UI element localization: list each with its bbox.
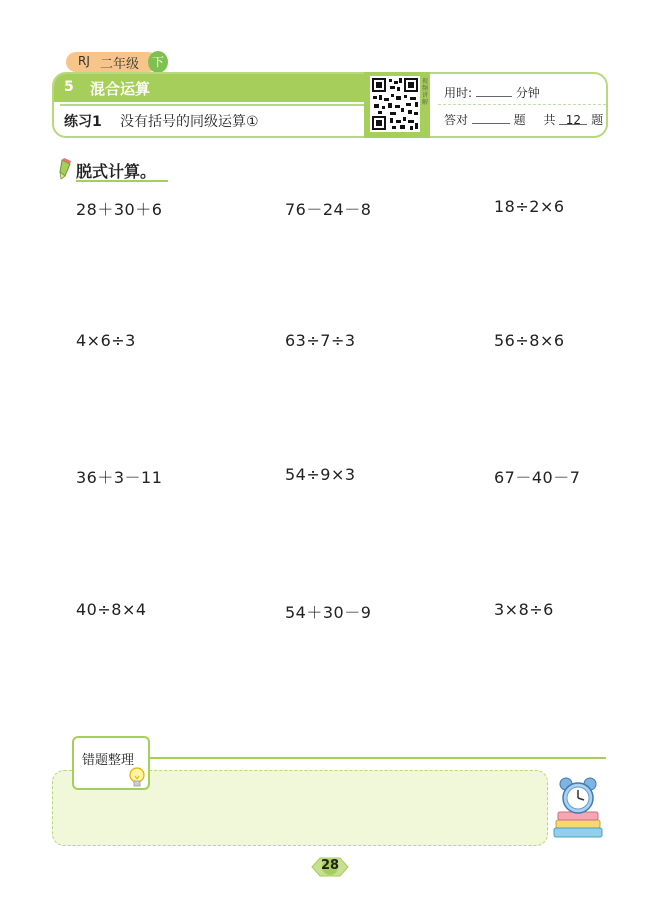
unit-number: 5 <box>64 79 74 95</box>
problem-8: 54÷9×3 <box>285 465 356 484</box>
time-unit: 分钟 <box>515 86 540 100</box>
grade-level-label: 二年级 <box>100 57 140 72</box>
time-blank[interactable] <box>476 85 512 97</box>
lesson-header <box>52 72 608 138</box>
error-section-line <box>150 757 606 759</box>
time-row <box>444 84 540 101</box>
section-title: 脱式计算。 <box>76 162 157 181</box>
problem-4: 4×6÷3 <box>76 331 136 350</box>
pencil-icon <box>58 158 74 180</box>
correct-label: 答对 <box>444 113 469 127</box>
qr-code-icon[interactable] <box>370 76 420 132</box>
meta-divider <box>438 104 606 105</box>
score-row <box>444 111 603 128</box>
total-label: 共 <box>543 113 556 127</box>
problem-12: 3×8÷6 <box>494 600 554 619</box>
section-heading <box>56 156 171 182</box>
page-number: 28 <box>320 858 340 873</box>
problem-5: 63÷7÷3 <box>285 331 356 350</box>
unit-bar <box>54 74 364 102</box>
problem-11: 54＋30－9 <box>285 603 372 622</box>
unit-title: 混合运算 <box>90 80 151 98</box>
problem-2: 76－24－8 <box>285 200 372 219</box>
total-unit: 题 <box>591 113 604 127</box>
correct-blank[interactable] <box>472 112 510 124</box>
section-underline <box>76 180 168 182</box>
total-count: 12 <box>559 113 587 125</box>
qr-area <box>364 72 430 138</box>
page-number-badge <box>308 856 352 878</box>
lesson-title: 没有括号的同级运算① <box>120 114 259 130</box>
qr-side-text: 视频讲解 <box>422 78 429 106</box>
correct-unit: 题 <box>513 113 526 127</box>
problem-6: 56÷8×6 <box>494 331 565 350</box>
error-section-title: 错题整理 <box>82 753 135 768</box>
problem-9: 67－40－7 <box>494 468 581 487</box>
problem-1: 28＋30＋6 <box>76 200 163 219</box>
meta-panel <box>438 74 606 136</box>
problem-10: 40÷8×4 <box>76 600 147 619</box>
alarm-clock-books-icon <box>552 776 606 840</box>
lesson-box <box>60 104 364 134</box>
volume-badge: 下 <box>148 51 168 73</box>
problem-3: 18÷2×6 <box>494 197 565 216</box>
time-label: 用时: <box>444 86 473 100</box>
lesson-label: 练习1 <box>64 114 102 130</box>
grade-tag <box>66 51 166 73</box>
lightbulb-icon <box>128 766 146 790</box>
problem-7: 36＋3－11 <box>76 468 163 487</box>
series-label: RJ <box>78 54 90 68</box>
